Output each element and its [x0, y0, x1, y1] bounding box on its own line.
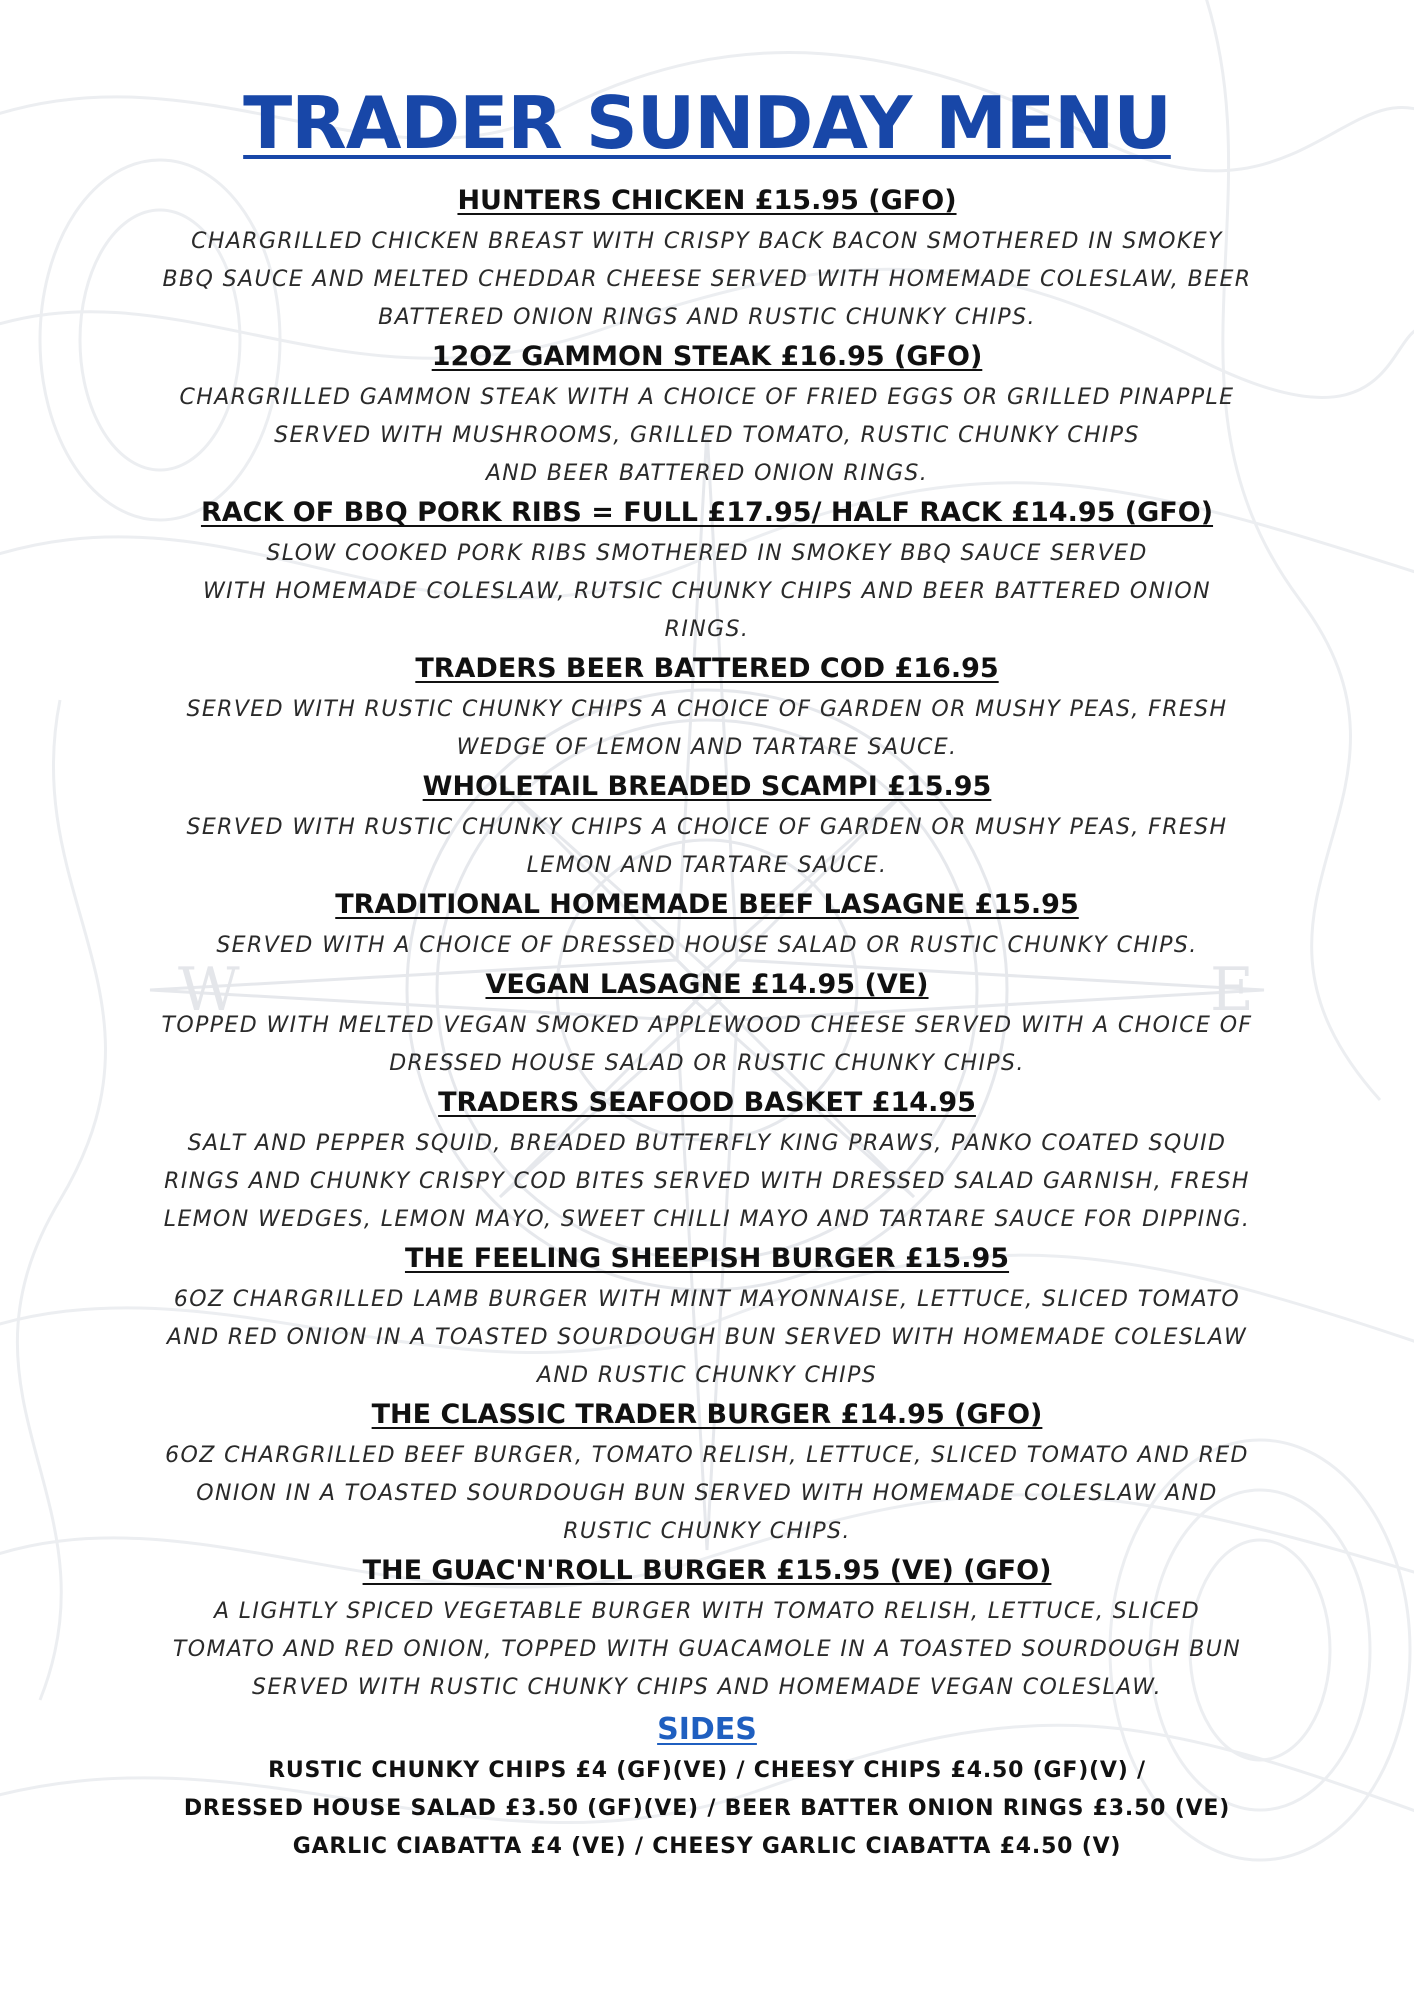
menu-item	[152, 966, 1262, 1083]
page-title: TRADER SUNDAY MENU	[243, 81, 1171, 165]
menu-item-title: THE FEELING SHEEPISH BURGER £15.95	[404, 1243, 1010, 1274]
menu-item-description: SLOW COOKED PORK RIBS SMOTHERED IN SMOKEY BBQ SAUCE SERVED WITH HOMEMADE COLESLAW, RUTSIC CHUNKY CHIPS AND BEER BATTERED ONION RINGS.	[203, 541, 1211, 642]
menu-item-description: A LIGHTLY SPICED VEGETABLE BURGER WITH TOMATO RELISH, LETTUCE, SLICED TOMATO AND RED ONION, TOPPED WITH GUACAMOLE IN A TOASTED SOURDOUGH BUN SERVED WITH RUSTIC CHUNKY CHIPS AND HOMEMADE VEGAN COLESLAW.	[172, 1599, 1242, 1700]
menu-item-description: CHARGRILLED CHICKEN BREAST WITH CRISPY BACK BACON SMOTHERED IN SMOKEY BBQ SAUCE AND MELTED CHEDDAR CHEESE SERVED WITH HOMEMADE COLESLAW, BEER BATTERED ONION RINGS AND RUSTIC CHUNKY CHIPS.	[162, 229, 1252, 330]
menu-items	[0, 182, 1414, 1707]
menu-item-title: VEGAN LASAGNE £14.95 (VE)	[485, 969, 929, 1000]
sides-line: DRESSED HOUSE SALAD £3.50 (GF)(VE) / BEER BATTER ONION RINGS £3.50 (VE)	[183, 1796, 1231, 1821]
sides-line: GARLIC CIABATTA £4 (VE) / CHEESY GARLIC CIABATTA £4.50 (V)	[292, 1834, 1122, 1859]
menu-item-title: THE GUAC'N'ROLL BURGER £15.95 (VE) (GFO)	[362, 1555, 1052, 1586]
menu-item-description: SALT AND PEPPER SQUID, BREADED BUTTERFLY KING PRAWS, PANKO COATED SQUID RINGS AND CHUNKY CRISPY COD BITES SERVED WITH DRESSED SALAD GARNISH, FRESH LEMON WEDGES, LEMON MAYO, SWEET CHILLI MAYO AND TARTARE SAUCE FOR DIPPING.	[163, 1131, 1251, 1232]
menu-item-description: SERVED WITH RUSTIC CHUNKY CHIPS A CHOICE OF GARDEN OR MUSHY PEAS, FRESH LEMON AND TARTARE SAUCE.	[186, 815, 1228, 878]
menu-item-description: SERVED WITH RUSTIC CHUNKY CHIPS A CHOICE OF GARDEN OR MUSHY PEAS, FRESH WEDGE OF LEMON AND TARTARE SAUCE.	[186, 697, 1228, 760]
menu-item-title: TRADITIONAL HOMEMADE BEEF LASAGNE £15.95	[335, 889, 1079, 920]
menu-item-description: SERVED WITH A CHOICE OF DRESSED HOUSE SALAD OR RUSTIC CHUNKY CHIPS.	[216, 933, 1198, 958]
compass-letter-west: W	[178, 955, 240, 1025]
menu-item	[152, 650, 1262, 767]
menu-item	[152, 768, 1262, 885]
compass-letter-east: E	[1210, 955, 1254, 1025]
menu-item-description: CHARGRILLED GAMMON STEAK WITH A CHOICE OF FRIED EGGS OR GRILLED PINAPPLE SERVED WITH MUSHROOMS, GRILLED TOMATO, RUSTIC CHUNKY CHIPS AND BEER BATTERED ONION RINGS.	[179, 385, 1235, 486]
menu-item	[152, 1240, 1262, 1395]
menu-item	[152, 886, 1262, 965]
menu-item-title: WHOLETAIL BREADED SCAMPI £15.95	[422, 771, 992, 802]
menu-item-title: 12OZ GAMMON STEAK £16.95 (GFO)	[431, 341, 983, 372]
menu-item-title: TRADERS BEER BATTERED COD £16.95	[415, 653, 999, 684]
menu-item	[152, 1552, 1262, 1707]
menu-item-title: THE CLASSIC TRADER BURGER £14.95 (GFO)	[371, 1399, 1043, 1430]
menu-item	[152, 1084, 1262, 1239]
menu-item-description: 6OZ CHARGRILLED LAMB BURGER WITH MINT MAYONNAISE, LETTUCE, SLICED TOMATO AND RED ONION IN A TOASTED SOURDOUGH BUN SERVED WITH HOMEMADE COLESLAW AND RUSTIC CHUNKY CHIPS	[166, 1287, 1248, 1388]
menu-item	[152, 338, 1262, 493]
sides-heading: SIDES	[657, 1712, 757, 1747]
menu-item	[152, 1396, 1262, 1551]
menu-item-title: RACK OF BBQ PORK RIBS = FULL £17.95/ HALF RACK £14.95 (GFO)	[200, 497, 1214, 528]
menu-item-description: TOPPED WITH MELTED VEGAN SMOKED APPLEWOOD CHEESE SERVED WITH A CHOICE OF DRESSED HOUSE SALAD OR RUSTIC CHUNKY CHIPS.	[161, 1013, 1253, 1076]
sides-line: RUSTIC CHUNKY CHIPS £4 (GF)(VE) / CHEESY CHIPS £4.50 (GF)(V) /	[268, 1758, 1146, 1783]
menu-item-title: TRADERS SEAFOOD BASKET £14.95	[438, 1087, 976, 1118]
sides-list	[0, 1752, 1414, 1866]
menu-item-description: 6OZ CHARGRILLED BEEF BURGER, TOMATO RELISH, LETTUCE, SLICED TOMATO AND RED ONION IN A TOASTED SOURDOUGH BUN SERVED WITH HOMEMADE COLESLAW AND RUSTIC CHUNKY CHIPS.	[165, 1443, 1249, 1544]
menu-item	[152, 182, 1262, 337]
menu-item	[152, 494, 1262, 649]
menu-item-title: HUNTERS CHICKEN £15.95 (GFO)	[457, 185, 957, 216]
